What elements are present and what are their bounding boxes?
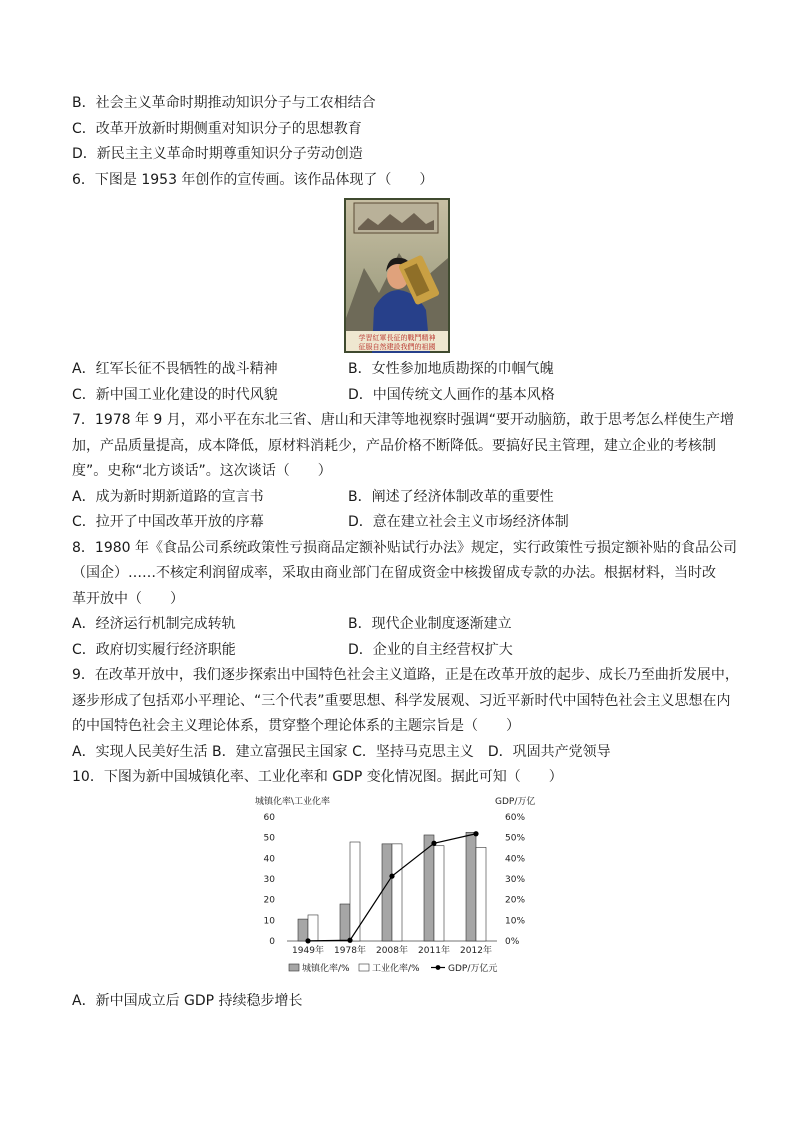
poster-caption-line2: 征服自然建設我們的祖國 xyxy=(358,343,436,351)
poster-caption-line1: 学習紅軍長征的戰鬥精神 xyxy=(358,334,436,342)
right-tick-label: 10% xyxy=(505,916,526,927)
industrialization-bar xyxy=(434,846,444,941)
gdp-point xyxy=(305,938,310,943)
gdp-point xyxy=(473,831,478,836)
right-tick-label: 30% xyxy=(505,875,526,885)
industrialization-bar xyxy=(350,842,360,941)
gdp-point xyxy=(389,874,394,879)
q6-stem: 6．下图是 1953 年创作的宣传画。该作品体现了（ ） xyxy=(72,172,434,188)
left-tick-label: 0 xyxy=(269,937,275,947)
q9-stem-line3: 的中国特色社会主义理论体系，贯穿整个理论体系的主题宗旨是（ ） xyxy=(72,718,520,734)
left-tick-label: 30 xyxy=(263,875,275,885)
right-tick-label: 40% xyxy=(505,854,526,865)
left-tick-label: 60 xyxy=(263,813,275,823)
urbanization-bar xyxy=(340,904,350,941)
legend-label-industrialization: 工业化率/% xyxy=(372,964,420,974)
q6-option-b: B．女性参加地质勘探的巾帼气魄 xyxy=(348,361,554,377)
urbanization-bar xyxy=(298,919,308,941)
q6-option-d: D．中国传统文人画作的基本风格 xyxy=(348,387,555,403)
q8-stem-line3: 革开放中（ ） xyxy=(72,591,184,607)
q10-stem: 10．下图为新中国城镇化率、工业化率和 GDP 变化情况图。据此可知（ ） xyxy=(72,769,563,785)
urbanization-bar xyxy=(424,835,434,941)
industrialization-bar xyxy=(308,915,318,941)
x-tick-label: 2011年 xyxy=(418,946,450,956)
left-tick-label: 50 xyxy=(263,833,275,844)
urbanization-bar xyxy=(382,844,392,941)
q9-stem-line2: 逐步形成了包括邓小平理论、“三个代表”重要思想、科学发展观、习近平新时代中国特色社会主义思想在内 xyxy=(72,693,731,709)
left-tick-label: 10 xyxy=(263,916,275,927)
legend-swatch-industrialization xyxy=(359,964,369,971)
q7-option-a: A．成为新时期新道路的宣言书 xyxy=(72,489,264,505)
q6-option-c: C．新中国工业化建设的时代风貌 xyxy=(72,387,278,403)
right-axis-label: GDP/万亿 xyxy=(495,797,536,807)
q6-option-a: A．红军长征不畏牺牲的战斗精神 xyxy=(72,361,278,377)
q7-stem-line2: 加，产品质量提高，成本降低，原材料消耗少，产品价格不断降低。要搞好民主管理，建立企业的考核制 xyxy=(72,438,716,454)
right-tick-label: 50% xyxy=(505,833,526,844)
q7-option-d: D．意在建立社会主义市场经济体制 xyxy=(348,514,569,530)
left-tick-label: 40 xyxy=(263,854,275,865)
right-tick-label: 0% xyxy=(505,937,520,947)
q8-stem-line1: 8．1980 年《食品公司系统政策性亏损商品定额补贴试行办法》规定，实行政策性亏损定额补贴的食品公司 xyxy=(72,540,737,556)
x-tick-label: 2012年 xyxy=(460,946,492,956)
left-tick-label: 20 xyxy=(263,895,275,906)
legend-label-gdp: GDP/万亿元 xyxy=(448,964,498,974)
industrialization-bar xyxy=(392,844,402,941)
q10-option-a: A．新中国成立后 GDP 持续稳步增长 xyxy=(72,993,303,1009)
q7-option-c: C．拉开了中国改革开放的序幕 xyxy=(72,514,264,530)
q8-stem-line2: （国企）……不核定利润留成率，采取由商业部门在留成资金中核拨留成专款的办法。根据材料，当时改 xyxy=(72,565,716,581)
gdp-point xyxy=(347,938,352,943)
legend-swatch-urbanization xyxy=(289,964,299,971)
left-axis-label: 城镇化率\工业化率 xyxy=(255,797,331,807)
q9-options: A．实现人民美好生活 B．建立富强民主国家 C．坚持马克思主义 D．巩固共产党领导 xyxy=(72,744,611,760)
q8-option-c: C．政府切实履行经济职能 xyxy=(72,642,236,658)
right-tick-label: 20% xyxy=(505,895,526,906)
q9-stem-line1: 9．在改革开放中，我们逐步探索出中国特色社会主义道路，正是在改革开放的起步、成长乃至曲折发展中， xyxy=(72,667,739,683)
x-tick-label: 1949年 xyxy=(292,946,324,956)
q7-stem-line3: 度”。史称“北方谈话”。这次谈话（ ） xyxy=(72,463,332,479)
q5-option-d: D．新民主主义革命时期尊重知识分子劳动创造 xyxy=(72,146,363,162)
urbanization-industrialization-gdp-chart xyxy=(255,795,545,984)
q7-option-b: B．阐述了经济体制改革的重要性 xyxy=(348,489,554,505)
q7-stem-line1: 7．1978 年 9 月，邓小平在东北三省、唐山和天津等地视察时强调“要开动脑筋，敢于思考怎么样使生产增 xyxy=(72,412,735,428)
right-tick-label: 60% xyxy=(505,813,526,823)
legend-label-urbanization: 城镇化率/% xyxy=(302,964,350,974)
q8-option-d: D．企业的自主经营权扩大 xyxy=(348,642,513,658)
q5-option-b: B．社会主义革命时期推动知识分子与工农相结合 xyxy=(72,95,376,111)
q8-option-a: A．经济运行机制完成转轨 xyxy=(72,616,236,632)
industrialization-bar xyxy=(476,847,486,941)
q8-option-b: B．现代企业制度逐渐建立 xyxy=(348,616,512,632)
chart-legend xyxy=(289,962,497,974)
legend-swatch-gdp-dot xyxy=(436,965,441,970)
x-tick-label: 2008年 xyxy=(376,946,408,956)
chart-bars xyxy=(298,832,486,941)
x-tick-label: 1978年 xyxy=(334,946,366,956)
urbanization-bar xyxy=(466,832,476,941)
propaganda-poster-image xyxy=(344,198,450,353)
gdp-point xyxy=(431,841,436,846)
q5-option-c: C．改革开放新时期侧重对知识分子的思想教育 xyxy=(72,121,362,137)
